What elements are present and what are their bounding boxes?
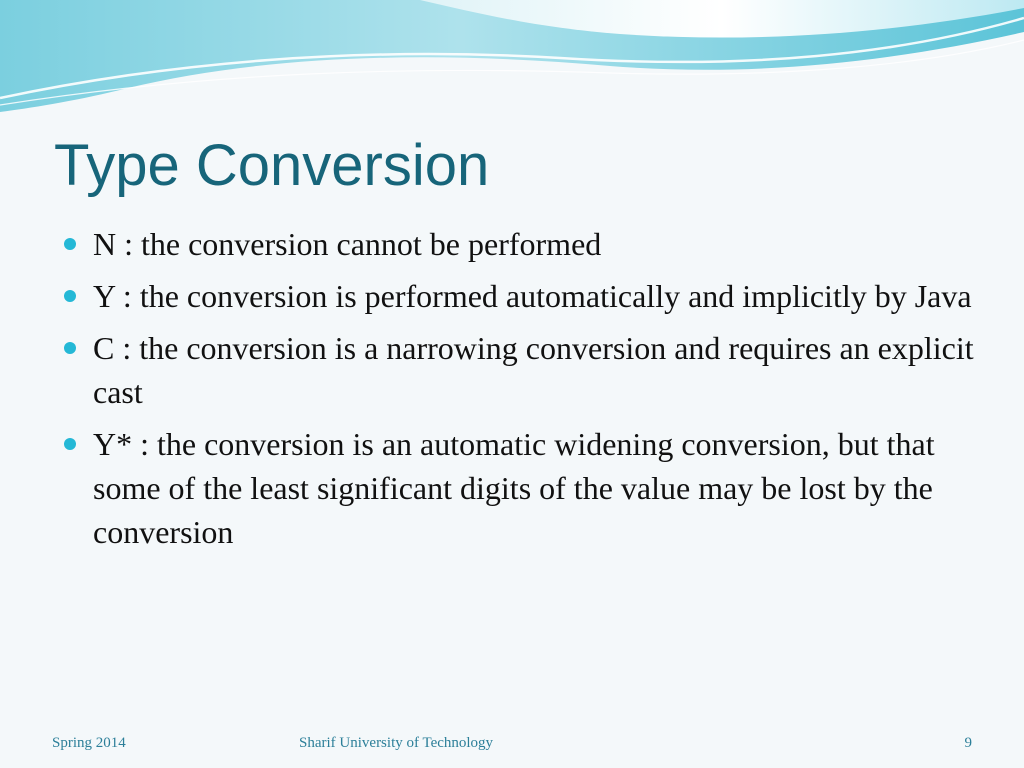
bullet-dot-icon bbox=[64, 438, 76, 450]
footer-institution: Sharif University of Technology bbox=[299, 735, 494, 751]
bullet-text: N : the conversion cannot be performed bbox=[93, 226, 602, 262]
footer-page-number: 9 bbox=[964, 735, 972, 751]
bullet-item-y-star bbox=[60, 422, 980, 554]
bullet-text: Y* : the conversion is an automatic widening conversion, but that some of the least significant digits of the value may be lost by the conversion bbox=[93, 426, 935, 550]
bullet-item-c bbox=[60, 326, 980, 414]
footer-date: Spring 2014 bbox=[52, 735, 126, 751]
bullet-text: Y : the conversion is performed automatically and implicitly by Java bbox=[93, 278, 972, 314]
header-wave-decoration bbox=[0, 0, 1024, 120]
bullet-item-n bbox=[60, 222, 980, 266]
bullet-dot-icon bbox=[64, 238, 76, 250]
bullet-item-y bbox=[60, 274, 980, 318]
bullet-dot-icon bbox=[64, 290, 76, 302]
slide-title: Type Conversion bbox=[54, 133, 490, 198]
bullet-list bbox=[60, 222, 980, 562]
bullet-dot-icon bbox=[64, 342, 76, 354]
bullet-text: C : the conversion is a narrowing conversion and requires an explicit cast bbox=[93, 330, 974, 410]
